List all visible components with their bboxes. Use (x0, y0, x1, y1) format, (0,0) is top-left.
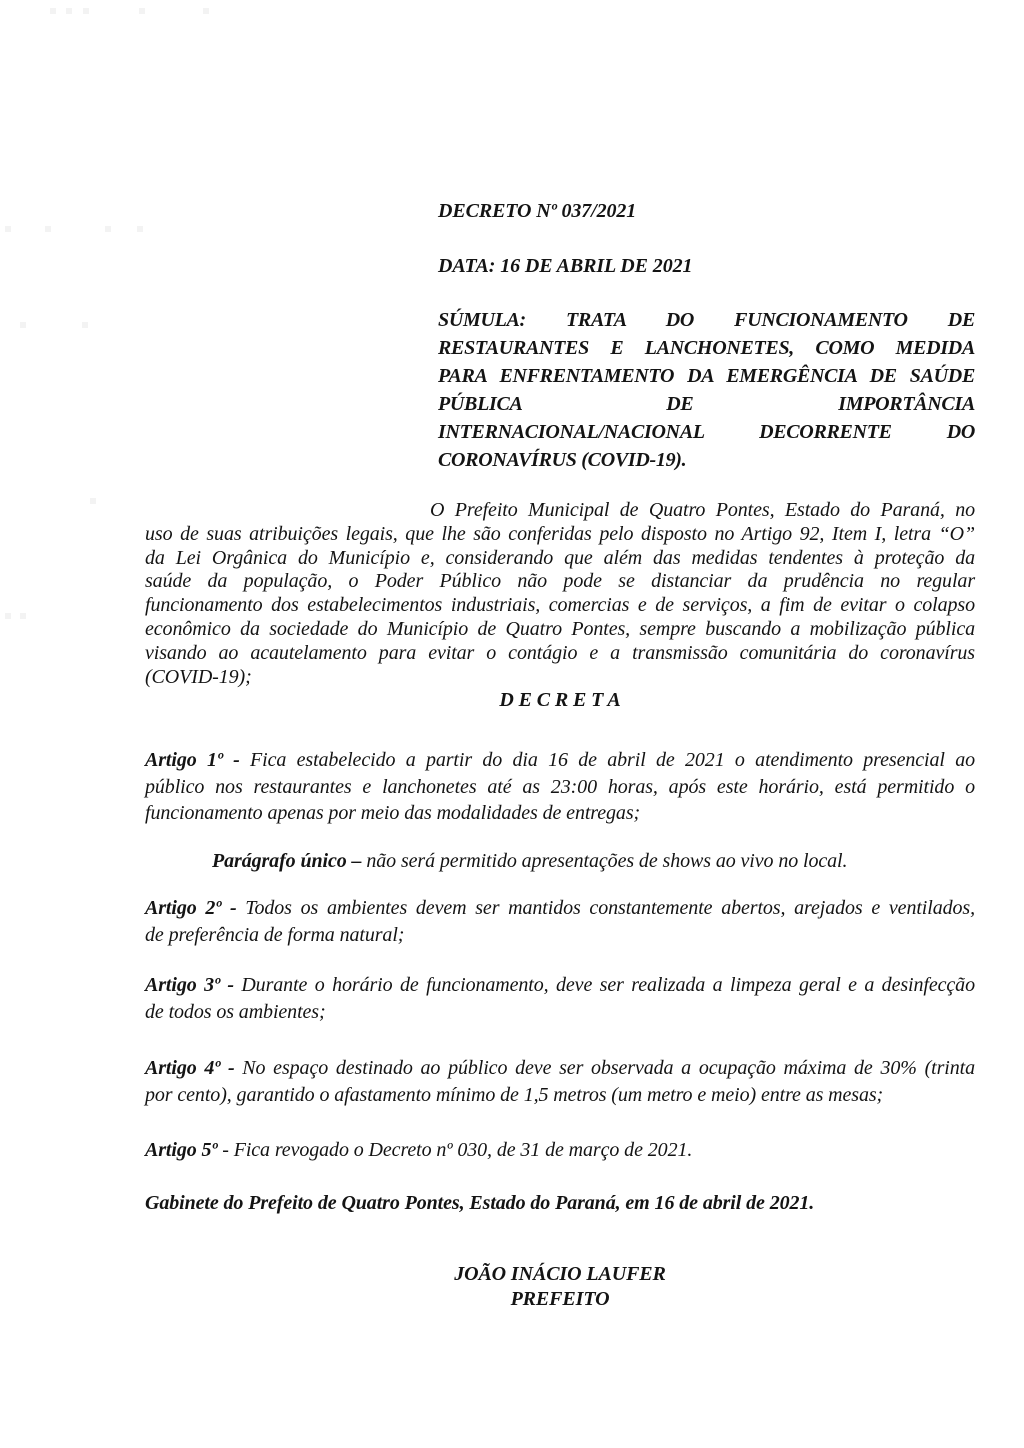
signature-role: PREFEITO (510, 1288, 610, 1311)
signature-name: JOÃO INÁCIO LAUFER (454, 1263, 666, 1286)
paragrafo-unico-label: Parágrafo único – (212, 849, 362, 872)
scan-artifact (105, 226, 111, 232)
preamble-line-7: visando ao acautelamento para evitar o contágio e a transmissão comunitária do coronavírus (145, 641, 975, 664)
article-2-label: Artigo 2º - (145, 897, 237, 920)
decree-title: DECRETO Nº 037/2021 (438, 200, 637, 222)
scan-artifact (82, 322, 88, 328)
preamble-line-6: econômico da sociedade do Município de Quatro Pontes, sempre buscando a mobilização pública (145, 617, 975, 640)
decreta-heading: D E C R E T A (499, 689, 621, 712)
sumula-paragraph (438, 306, 975, 474)
article-2-line-2: de preferência de forma natural; (145, 923, 405, 946)
article-5 (145, 1137, 975, 1164)
scan-artifact (20, 613, 26, 619)
article-2 (145, 895, 975, 948)
scan-artifact (137, 226, 143, 232)
sumula-line-3: PARA ENFRENTAMENTO DA EMERGÊNCIA DE SAÚDE (438, 365, 975, 387)
article-4-label: Artigo 4º - (145, 1057, 235, 1080)
preamble-line-5: funcionamento dos estabelecimentos industriais, comercias e de serviços, a fim de evitar o colapso (145, 594, 975, 617)
article-3-line-2: de todos os ambientes; (145, 1000, 326, 1023)
article-1-label: Artigo 1º - (145, 749, 240, 772)
article-1-line-3: funcionamento apenas por meio das modalidades de entregas; (145, 802, 641, 825)
gabinete-line: Gabinete do Prefeito de Quatro Pontes, Estado do Paraná, em 16 de abril de 2021. (145, 1191, 815, 1214)
article-4-line-2: por cento), garantido o afastamento mínimo de 1,5 metros (um metro e meio) entre as mesas; (145, 1083, 884, 1106)
article-3-label: Artigo 3º - (145, 974, 234, 997)
preamble-line-3: da Lei Orgânica do Município e, considerando que além das medidas tendentes à proteção da (145, 546, 975, 569)
article-5-label: Artigo 5º (145, 1139, 218, 1162)
sumula-line-4: PÚBLICA DE IMPORTÂNCIA (438, 393, 975, 415)
article-3 (145, 972, 975, 1025)
paragrafo-unico: Parágrafo único – não será permitido apresentações de shows ao vivo no local. (212, 849, 848, 872)
scan-artifact (5, 226, 11, 232)
scan-artifact (45, 226, 51, 232)
preamble-paragraph (145, 499, 975, 689)
scan-artifact (5, 613, 11, 619)
sumula-line-2: RESTAURANTES E LANCHONETES, COMO MEDIDA (438, 337, 975, 359)
article-2-line-1: Artigo 2º - Todos os ambientes devem ser mantidos constantemente abertos, arejados e ventilados, (145, 897, 976, 920)
sumula-line-1: SÚMULA: TRATA DO FUNCIONAMENTO DE (438, 309, 975, 331)
sumula-line-6: CORONAVÍRUS (COVID-19). (438, 449, 687, 471)
preamble-line-4: saúde da população, o Poder Público não pode se distanciar da prudência no regular (145, 570, 975, 593)
decree-date: DATA: 16 DE ABRIL DE 2021 (438, 255, 693, 277)
article-3-line-1: Artigo 3º - Durante o horário de funcionamento, deve ser realizada a limpeza geral e a desinfecção (145, 974, 975, 997)
scan-artifact (50, 8, 56, 14)
article-1 (145, 747, 975, 827)
article-1-line-1: Artigo 1º - Fica estabelecido a partir do dia 16 de abril de 2021 o atendimento presencial ao (145, 749, 975, 772)
preamble-line-8: (COVID-19); (145, 665, 252, 688)
sumula-line-5: INTERNACIONAL/NACIONAL DECORRENTE DO (438, 421, 975, 443)
article-4-line-1: Artigo 4º - No espaço destinado ao público deve ser observada a ocupação máxima de 30% (trinta (145, 1057, 976, 1080)
scan-artifact (20, 322, 26, 328)
scan-artifact (83, 8, 89, 14)
scan-artifact (66, 8, 72, 14)
article-4 (145, 1055, 975, 1108)
scan-artifact (90, 498, 96, 504)
article-1-line-2: público nos restaurantes e lanchonetes até as 23:00 horas, após este horário, está permitido o (145, 775, 975, 798)
preamble-line-2: uso de suas atribuições legais, que lhe são conferidas pelo disposto no Artigo 92, Item I, letra “O” (145, 522, 975, 545)
decree-header (438, 197, 975, 474)
article-5-line-1: Artigo 5º - Fica revogado o Decreto nº 030, de 31 de março de 2021. (145, 1139, 693, 1162)
preamble-line-1: O Prefeito Municipal de Quatro Pontes, Estado do Paraná, no (430, 499, 975, 521)
signature-block (145, 1262, 975, 1312)
document-body (145, 0, 975, 1312)
